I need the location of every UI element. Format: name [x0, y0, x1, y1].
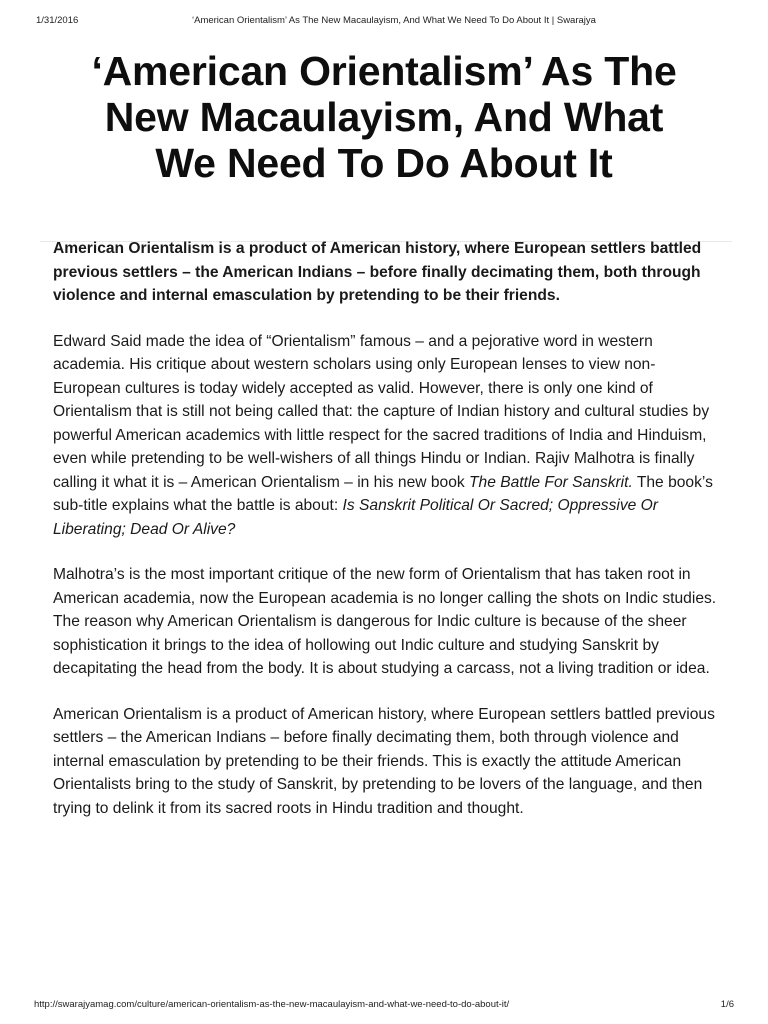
book-subtitle: Is Sanskrit Political Or Sacred; Oppressive Or Liberating; Dead Or Alive? — [53, 497, 658, 538]
article-title: ‘American Orientalism’ As The New Macaulayism, And What We Need To Do About It — [91, 48, 677, 186]
paragraph-1-text-b: The book’s sub-title explains what the battle is about: — [53, 473, 713, 514]
article-body — [53, 237, 719, 842]
print-doc-title: ‘American Orientalism’ As The New Macaulayism, And What We Need To Do About It | Swarajya — [192, 15, 596, 26]
lead-paragraph: American Orientalism is a product of American history, where European settlers battled previous settlers – the American Indians – before finally decimating them, both through violence and internal emasculation by pretending to be their friends. — [53, 240, 702, 304]
paragraph-1 — [53, 330, 719, 542]
print-date: 1/31/2016 — [36, 15, 79, 26]
paragraph-1-text-a: Edward Said made the idea of “Orientalism” famous – and a pejorative word in western academia. His critique about western scholars using only European lenses to view non-European cultures is today widely accepted as valid. However, there is only one kind of Orientalism that is still not being called that: the capture of Indian history and cultural studies by powerful American academics with little respect for the sacred traditions of India and Hinduism, even while pretending to be well-wishers of all things Hindu or Indian. Rajiv Malhotra is finally calling it what it is – American Orientalism – in his new book — [53, 332, 710, 491]
page-number: 1/6 — [720, 999, 734, 1010]
page-url[interactable]: http://swarajyamag.com/culture/american-orientalism-as-the-new-macaulayism-and-what-we-need-to-do-about-it/ — [34, 999, 510, 1010]
book-title: The Battle For Sanskrit. — [469, 473, 633, 491]
paragraph-2: Malhotra’s is the most important critique of the new form of Orientalism that has taken root in American academia, now the European academia is no longer calling the shots on Indic studies. The reason why American Orientalism is dangerous for Indic culture is because of the sheer sophistication it brings to the idea of hollowing out Indic culture and studying Sanskrit by decapitating the head from the body. It is about studying a carcass, not a living tradition or idea. — [53, 566, 717, 677]
print-footer — [34, 999, 734, 1010]
paragraph-3: American Orientalism is a product of American history, where European settlers battled previous settlers – the American Indians – before finally decimating them, both through violence and internal emasculation by pretending to be their friends. This is exactly the attitude American Orientalists bring to the study of Sanskrit, by pretending to be lovers of the language, and then trying to delink it from its sacred roots in Hindu tradition and thought. — [53, 705, 715, 817]
print-header — [36, 15, 732, 26]
